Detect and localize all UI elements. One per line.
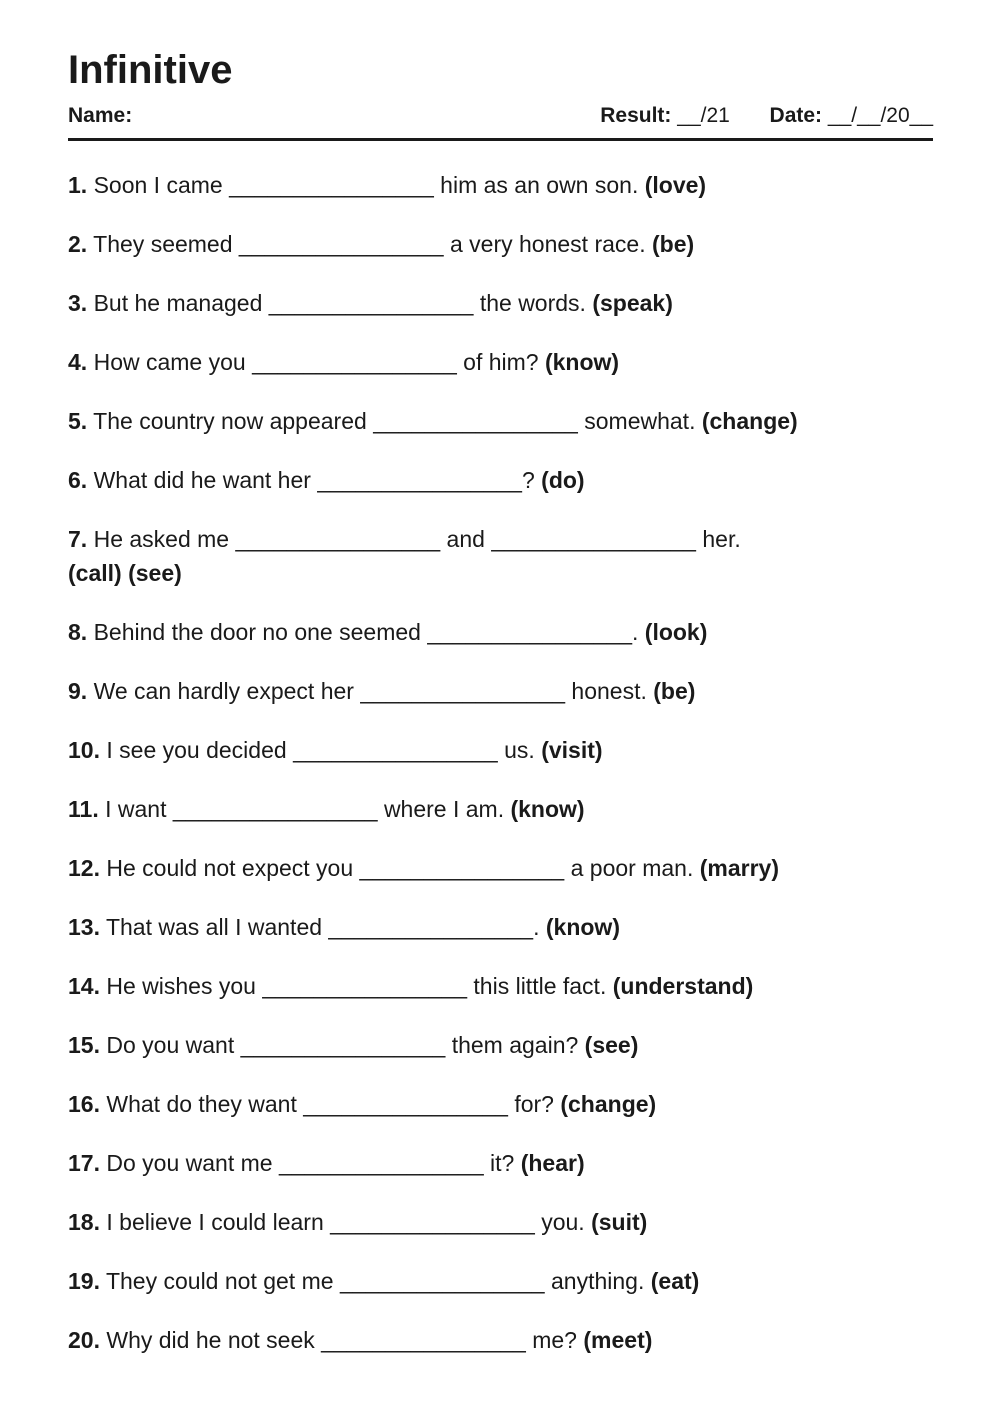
question-item — [68, 733, 933, 767]
verb-hint: (visit) — [541, 737, 603, 763]
question-text: Do you want — [106, 1032, 241, 1058]
answer-blank[interactable]: ________________ — [328, 914, 534, 940]
answer-blank[interactable]: ________________ — [491, 526, 696, 552]
answer-blank[interactable]: ________________ — [427, 619, 632, 645]
verb-hint: (be) — [651, 231, 695, 257]
result-value: __/21 — [677, 104, 730, 127]
answer-blank[interactable]: ________________ — [303, 1091, 508, 1117]
question-text: a poor man. — [570, 855, 700, 881]
question-item — [68, 969, 933, 1003]
question-text: We can hardly expect her — [93, 678, 361, 704]
question-item — [68, 463, 933, 497]
answer-blank[interactable]: ________________ — [172, 796, 378, 822]
verb-hint: (see) — [584, 1032, 639, 1058]
question-text: anything. — [551, 1268, 651, 1294]
question-text: the words. — [479, 290, 593, 316]
question-number: 14. — [68, 973, 100, 999]
question-text: He asked me — [93, 526, 236, 552]
verb-hint: (change) — [560, 1091, 657, 1117]
question-number: 9. — [68, 678, 88, 704]
question-text: you. — [541, 1209, 592, 1235]
answer-blank[interactable]: ________________ — [360, 678, 566, 704]
question-text: somewhat. — [584, 408, 702, 434]
date-label: Date: — [769, 104, 823, 127]
question-item — [68, 1146, 933, 1180]
question-text: honest. — [571, 678, 654, 704]
question-number: 5. — [68, 408, 88, 434]
answer-blank[interactable]: ________________ — [268, 290, 474, 316]
answer-blank[interactable]: ________________ — [262, 973, 468, 999]
question-text: a very honest race. — [449, 231, 652, 257]
verb-hint: (call) (see) — [68, 560, 182, 586]
answer-blank[interactable]: ________________ — [317, 467, 522, 493]
question-text: it? — [490, 1150, 521, 1176]
result-date-group — [600, 102, 933, 130]
question-number: 15. — [68, 1032, 100, 1058]
question-item — [68, 286, 933, 320]
question-number: 18. — [68, 1209, 100, 1235]
answer-blank[interactable]: ________________ — [359, 855, 565, 881]
question-number: 12. — [68, 855, 100, 881]
verb-hint: (eat) — [650, 1268, 700, 1294]
question-text: What do they want — [106, 1091, 304, 1117]
question-number: 19. — [68, 1268, 100, 1294]
page-title: Infinitive — [68, 48, 233, 92]
question-text: Behind the door no one seemed — [93, 619, 428, 645]
answer-blank[interactable]: ________________ — [229, 172, 434, 198]
answer-blank[interactable]: ________________ — [252, 349, 457, 375]
question-text: Soon I came — [93, 172, 230, 198]
question-number: 8. — [68, 619, 88, 645]
date-value: __/__/20__ — [827, 104, 933, 127]
question-text: her. — [702, 526, 741, 552]
question-text: I want — [105, 796, 173, 822]
question-number: 17. — [68, 1150, 100, 1176]
verb-hint: (do) — [541, 467, 585, 493]
question-text: The country now appeared — [93, 408, 374, 434]
question-text: ? — [521, 467, 542, 493]
question-text: What did he want her — [93, 467, 318, 493]
question-text: But he managed — [93, 290, 269, 316]
question-text: I see you decided — [106, 737, 294, 763]
question-item — [68, 910, 933, 944]
question-text: us. — [504, 737, 542, 763]
question-text: I believe I could learn — [106, 1209, 331, 1235]
verb-hint: (understand) — [612, 973, 754, 999]
header-divider — [68, 138, 933, 141]
verb-hint: (hear) — [520, 1150, 585, 1176]
question-number: 16. — [68, 1091, 100, 1117]
verb-hint: (know) — [545, 914, 620, 940]
question-item — [68, 404, 933, 438]
question-text: where I am. — [383, 796, 511, 822]
verb-hint: (look) — [644, 619, 708, 645]
verb-hint: (change) — [701, 408, 798, 434]
answer-blank[interactable]: ________________ — [321, 1327, 526, 1353]
answer-blank[interactable]: ________________ — [235, 526, 441, 552]
question-number: 13. — [68, 914, 100, 940]
question-item — [68, 851, 933, 885]
question-text: They seemed — [93, 231, 239, 257]
question-item — [68, 1264, 933, 1298]
question-item — [68, 615, 933, 649]
question-number: 4. — [68, 349, 88, 375]
question-text: How came you — [93, 349, 253, 375]
verb-hint: (love) — [644, 172, 707, 198]
verb-hint: (be) — [653, 678, 696, 704]
question-item — [68, 227, 933, 261]
verb-hint: (meet) — [583, 1327, 653, 1353]
question-text: He wishes you — [106, 973, 263, 999]
question-item — [68, 345, 933, 379]
question-text: Why did he not seek — [106, 1327, 322, 1353]
question-item — [68, 1323, 933, 1357]
verb-hint: (marry) — [699, 855, 780, 881]
question-item — [68, 1028, 933, 1062]
question-number: 2. — [68, 231, 88, 257]
verb-hint: (suit) — [591, 1209, 648, 1235]
question-text: . — [632, 619, 645, 645]
question-number: 1. — [68, 172, 88, 198]
answer-blank[interactable]: ________________ — [278, 1150, 484, 1176]
answer-blank[interactable]: ________________ — [240, 1032, 446, 1058]
verb-hint: (know) — [544, 349, 620, 375]
verb-hint: (speak) — [592, 290, 673, 316]
question-item — [68, 1205, 933, 1239]
question-number: 7. — [68, 526, 88, 552]
question-item — [68, 522, 933, 590]
answer-blank[interactable]: ________________ — [330, 1209, 535, 1235]
question-text: He could not expect you — [106, 855, 360, 881]
question-item — [68, 792, 933, 826]
question-number: 6. — [68, 467, 88, 493]
question-text: They could not get me — [105, 1268, 340, 1294]
answer-blank[interactable]: ________________ — [293, 737, 498, 763]
question-text: me? — [532, 1327, 584, 1353]
answer-blank[interactable]: ________________ — [373, 408, 578, 434]
answer-blank[interactable]: ________________ — [238, 231, 444, 257]
question-item — [68, 168, 933, 202]
question-text: them again? — [451, 1032, 585, 1058]
question-text: That was all I wanted — [105, 914, 329, 940]
question-number: 10. — [68, 737, 100, 763]
question-text: for? — [514, 1091, 561, 1117]
worksheet-header — [68, 102, 933, 130]
question-text: him as an own son. — [440, 172, 645, 198]
result-label: Result: — [600, 104, 672, 127]
name-label: Name: — [68, 104, 133, 127]
question-text: of him? — [463, 349, 545, 375]
question-text: this little fact. — [473, 973, 613, 999]
question-number: 11. — [68, 796, 99, 822]
question-number: 20. — [68, 1327, 100, 1353]
question-text: and — [446, 526, 492, 552]
verb-hint: (know) — [510, 796, 585, 822]
question-item — [68, 674, 933, 708]
answer-blank[interactable]: ________________ — [339, 1268, 545, 1294]
question-text: Do you want me — [106, 1150, 279, 1176]
question-item — [68, 1087, 933, 1121]
question-text: . — [533, 914, 546, 940]
question-number: 3. — [68, 290, 88, 316]
